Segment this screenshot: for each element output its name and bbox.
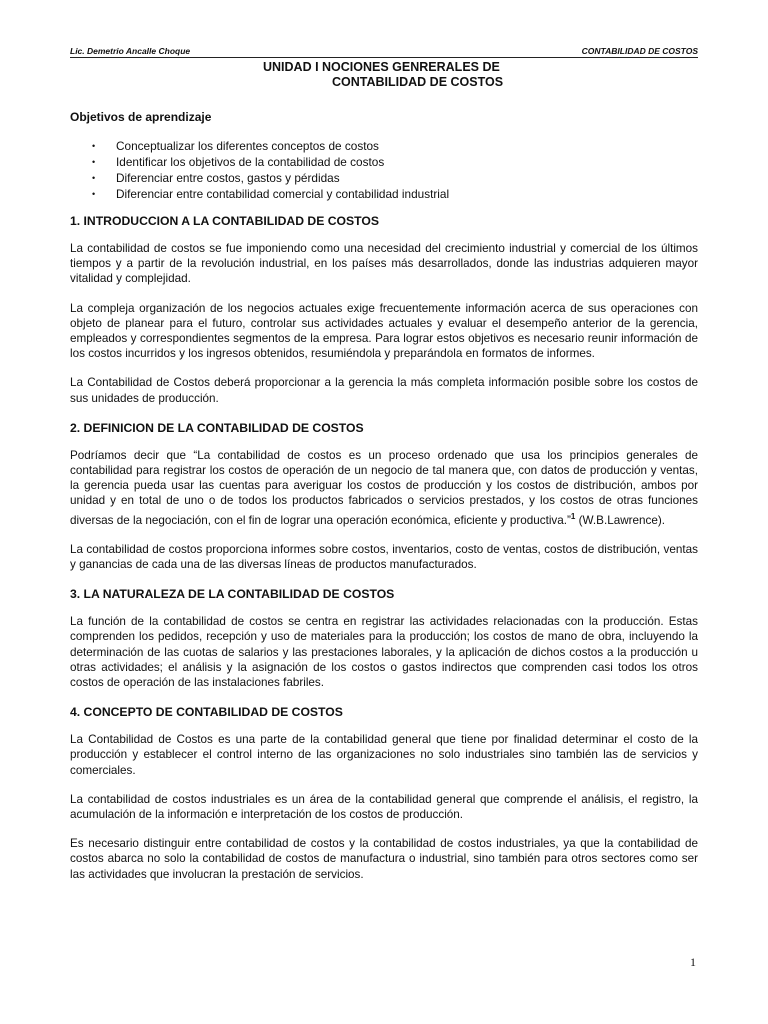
objectives-heading: Objetivos de aprendizaje <box>70 110 212 124</box>
document-page <box>70 46 698 896</box>
header-subject: CONTABILIDAD DE COSTOS <box>581 46 698 56</box>
page-number: 1 <box>690 955 696 969</box>
bullet-icon: • <box>92 141 96 151</box>
objective-text: Identificar los objetivos de la contabilidad de costos <box>116 155 385 169</box>
bullet-icon: • <box>92 189 96 199</box>
running-header <box>70 46 698 58</box>
section-heading-definicion: 2. DEFINICION DE LA CONTABILIDAD DE COSTOS <box>70 420 364 435</box>
section-heading-concepto: 4. CONCEPTO DE CONTABILIDAD DE COSTOS <box>70 705 343 720</box>
paragraph: La compleja organización de los negocios actuales exige frecuentemente información acerca de sus operaciones con objeto de planear para el futuro, controlar sus actividades actuales y evaluar el desempeño anterior de la gerencia, empleados y correspondientes segmentos de la empresa. Para lograr estos objetivos es necesario reunir información de los costos incurridos y los ingresos obtenidos, resumiéndola y preparándola en formatos de informes. <box>70 301 698 361</box>
paragraph: La Contabilidad de Costos es una parte de la contabilidad general que tiene por finalidad determinar el costo de la producción y establecer el control interno de las organizaciones no solo industriales sino también las de servicios y comerciales. <box>70 733 698 777</box>
document-title <box>70 60 698 90</box>
title-line-2: CONTABILIDAD DE COSTOS <box>332 75 504 89</box>
paragraph: La contabilidad de costos industriales es un área de la contabilidad general que comprende el análisis, el registro, la acumulación de la información e interpretación de los costos de producción. <box>70 792 698 821</box>
footnote-mark: 1 <box>570 511 576 521</box>
paragraph: La contabilidad de costos proporciona informes sobre costos, inventarios, costo de ventas, costos de distribución, ventas y ganancias de cada una de las diversas líneas de productos manufacturados. <box>70 542 698 571</box>
paragraph: Es necesario distinguir entre contabilidad de costos y la contabilidad de costos industriales, ya que la contabilidad de costos abarca no solo la contabilidad de costos de manufactura o industrial, sino también para otros sectores como ser las actividades que involucran la prestación de servicios. <box>70 837 698 881</box>
header-author: Lic. Demetrio Ancalle Choque <box>70 46 191 56</box>
definition-quote-paragraph <box>70 448 698 528</box>
list-item <box>92 154 698 170</box>
objective-text: Diferenciar entre contabilidad comercial y contabilidad industrial <box>116 187 450 201</box>
paragraph: La función de la contabilidad de costos se centra en registrar las actividades relacionadas con la producción. Estas comprenden los pedidos, recepción y uso de materiales para la producción; los costos de mano de obra, incluyendo la determinación de las cuotas de salarios y las prestaciones laborales, y la aplicación de dichos costos a la producción u otras actividades; el análisis y la asignación de los costos o gastos indirectos que comprenden casi todos los otros costos de operación de las instalaciones fabriles. <box>70 615 698 689</box>
list-item <box>92 170 698 186</box>
objective-text: Conceptualizar los diferentes conceptos de costos <box>116 139 379 153</box>
objectives-list <box>70 138 698 202</box>
paragraph: La Contabilidad de Costos deberá proporcionar a la gerencia la más completa información posible sobre los costos de sus unidades de producción. <box>70 376 698 405</box>
title-line-1: UNIDAD I NOCIONES GENRERALES DE <box>263 60 500 74</box>
list-item <box>92 186 698 202</box>
section-heading-introduccion: 1. INTRODUCCION A LA CONTABILIDAD DE COSTOS <box>70 214 379 228</box>
quote-source: (W.B.Lawrence). <box>575 513 666 527</box>
bullet-icon: • <box>92 157 96 167</box>
section-heading-naturaleza: 3. LA NATURALEZA DE LA CONTABILIDAD DE COSTOS <box>70 587 395 602</box>
paragraph: La contabilidad de costos se fue imponiendo como una necesidad del crecimiento industrial y comercial de los últimos tiempos y a partir de la revolución industrial, en los países más desarrollados, donde las industrias adquieren mayor vitalidad y complejidad. <box>70 242 698 286</box>
objective-text: Diferenciar entre costos, gastos y pérdidas <box>116 171 340 185</box>
bullet-icon: • <box>92 173 96 183</box>
definition-quote: Podríamos decir que “La contabilidad de costos es un proceso ordenado que usa los principios generales de contabilidad para registrar los costos de operación de un negocio de tal manera que, con datos de producción y ventas, la gerencia pueda usar las cuentas para averiguar los costos de producción y los costos de distribución, ambos por unidad y en total de uno o de todos los productos fabricados o servicios prestados, y los costos de otras funciones diversas de la negociación, con el fin de lograr una operación económica, eficiente y productiva.” <box>70 448 698 527</box>
list-item <box>92 138 698 154</box>
